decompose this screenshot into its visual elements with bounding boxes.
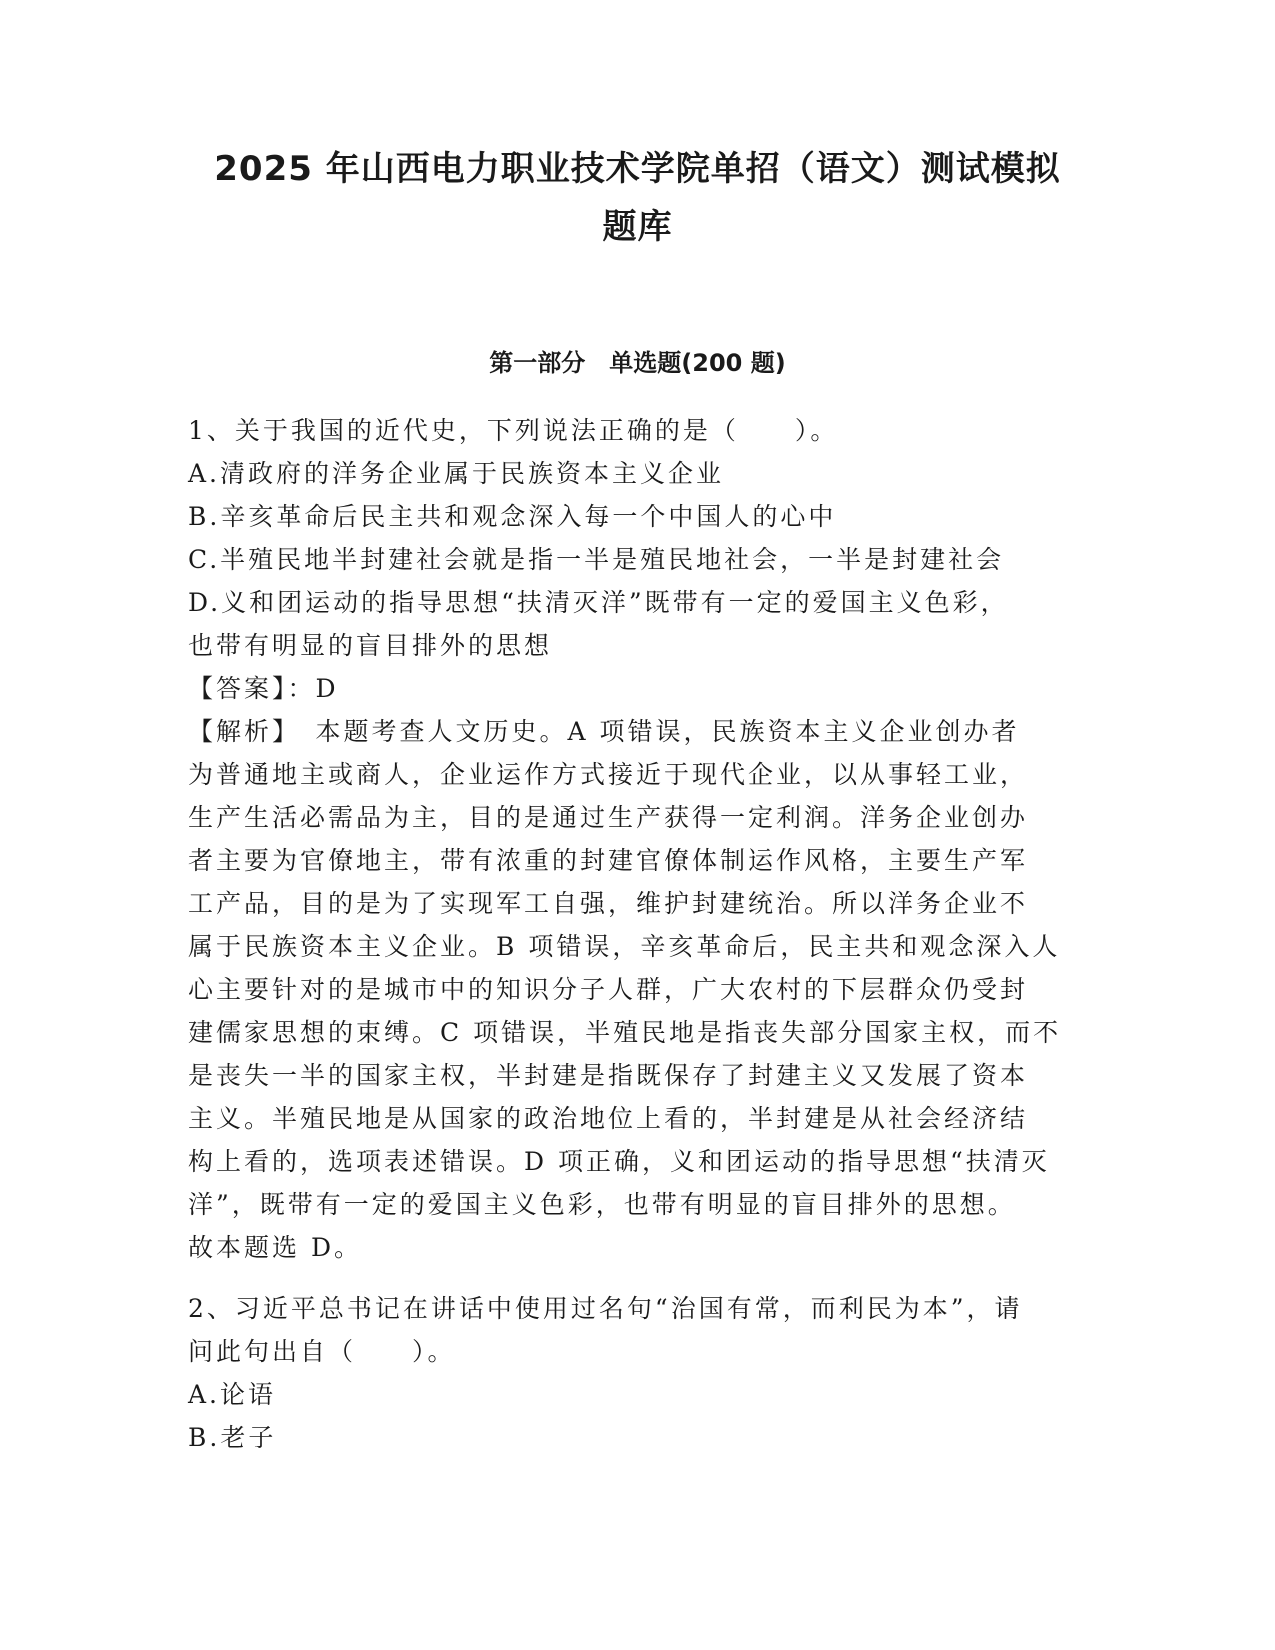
question-1-option-a: A.清政府的洋务企业属于民族资本主义企业 bbox=[188, 459, 725, 488]
analysis-line: 为普通地主或商人，企业运作方式接近于现代企业，以从事轻工业， bbox=[188, 760, 1029, 789]
question-1-analysis bbox=[188, 710, 1088, 1269]
question-1-option-b: B.辛亥革命后民主共和观念深入每一个中国人的心中 bbox=[188, 502, 837, 531]
question-2-option-b: B.老子 bbox=[188, 1423, 277, 1452]
document-body bbox=[188, 409, 1088, 1459]
analysis-line: 洋”，既带有一定的爱国主义色彩，也带有明显的盲目排外的思想。 bbox=[188, 1190, 1016, 1219]
section-title: 第一部分 单选题(200 题) bbox=[489, 349, 786, 377]
analysis-line: 心主要针对的是城市中的知识分子人群，广大农村的下层群众仍受封 bbox=[188, 975, 1029, 1004]
question-1-option-d: D.义和团运动的指导思想“扶清灭洋”既带有一定的爱国主义色彩， bbox=[188, 588, 1009, 617]
question-1-answer: 【答案】：D bbox=[188, 674, 339, 703]
question-spacer bbox=[188, 1269, 1088, 1287]
question-2-stem: 2、习近平总书记在讲话中使用过名句“治国有常，而利民为本”，请 bbox=[188, 1294, 1023, 1323]
analysis-line: 主义。半殖民地是从国家的政治地位上看的，半封建是从社会经济结 bbox=[188, 1104, 1029, 1133]
analysis-line: 建儒家思想的束缚。C 项错误，半殖民地是指丧失部分国家主权，而不 bbox=[188, 1018, 1062, 1047]
document-title-line-2: 题库 bbox=[602, 207, 673, 247]
analysis-line: 故本题选 D。 bbox=[188, 1233, 362, 1262]
question-2-stem-continued: 问此句出自（ ）。 bbox=[188, 1337, 456, 1366]
analysis-line: 是丧失一半的国家主权，半封建是指既保存了封建主义又发展了资本 bbox=[188, 1061, 1029, 1090]
question-1 bbox=[188, 409, 1088, 1269]
analysis-line: 生产生活必需品为主，目的是通过生产获得一定利润。洋务企业创办 bbox=[188, 803, 1029, 832]
document-title bbox=[150, 140, 1125, 256]
analysis-line: 属于民族资本主义企业。B 项错误，辛亥革命后，民主共和观念深入人 bbox=[188, 932, 1061, 961]
analysis-line: 【解析】 本题考查人文历史。A 项错误，民族资本主义企业创办者 bbox=[188, 717, 1020, 746]
document-title-line-1: 2025 年山西电力职业技术学院单招（语文）测试模拟 bbox=[214, 149, 1061, 189]
analysis-line: 者主要为官僚地主，带有浓重的封建官僚体制运作风格，主要生产军 bbox=[188, 846, 1029, 875]
analysis-line: 工产品，目的是为了实现军工自强，维护封建统治。所以洋务企业不 bbox=[188, 889, 1029, 918]
question-2 bbox=[188, 1287, 1088, 1459]
question-1-option-c: C.半殖民地半封建社会就是指一半是殖民地社会，一半是封建社会 bbox=[188, 545, 1005, 574]
question-1-option-d-continued: 也带有明显的盲目排外的思想 bbox=[188, 631, 553, 660]
question-1-stem: 1、关于我国的近代史，下列说法正确的是（ ）。 bbox=[188, 416, 839, 445]
analysis-line: 构上看的，选项表述错误。D 项正确，义和团运动的指导思想“扶清灭 bbox=[188, 1147, 1050, 1176]
question-2-option-a: A.论语 bbox=[188, 1380, 277, 1409]
